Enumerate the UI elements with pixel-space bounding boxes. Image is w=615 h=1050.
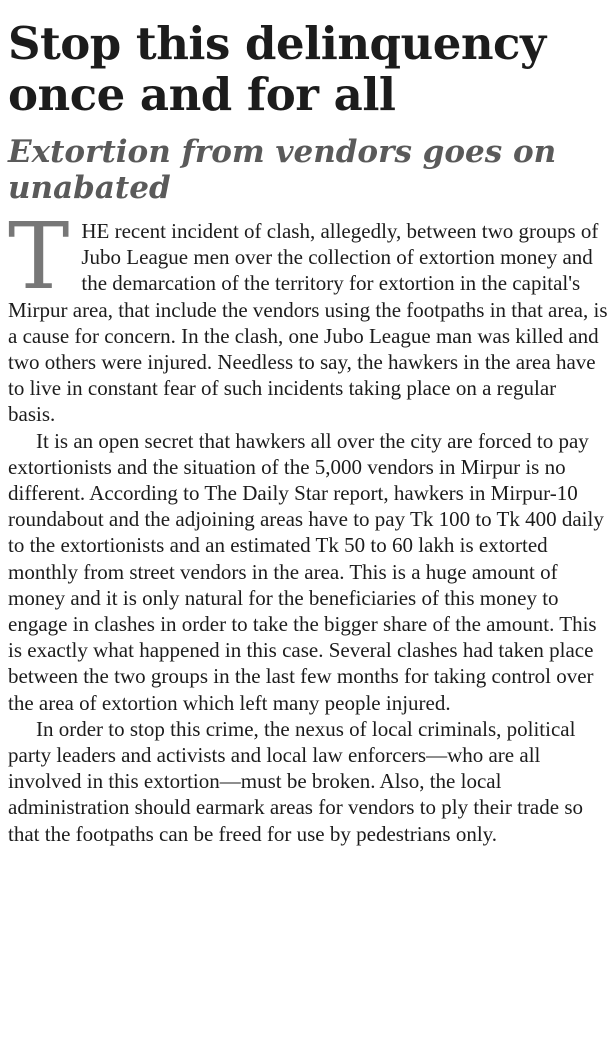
paragraph-1 xyxy=(8,203,608,428)
subheadline xyxy=(8,134,608,206)
headline-line-1: Stop this delinquency xyxy=(8,17,546,70)
editorial-article xyxy=(8,18,608,847)
drop-cap: T xyxy=(8,203,70,310)
subheadline-line-2: unabated xyxy=(8,170,171,206)
paragraph-3: In order to stop this crime, the nexus of local criminals, political party leaders and activists and local law enforcers—who are all involved in this extortion—must be broken. Also, the local administration should earmark areas for vendors to ply their trade so that the footpaths can be freed for use by pedestrians only. xyxy=(8,716,583,846)
paragraph-2: It is an open secret that hawkers all over the city are forced to pay extortionists and the situation of the 5,000 vendors in Mirpur is no different. According to The Daily Star report, hawkers in Mirpur-10 roundabout and the adjoining areas have to pay Tk 100 to Tk 400 daily to the extortionists and an estimated Tk 50 to 60 lakh is extorted monthly from street vendors in the area. This is a huge amount of money and it is only natural for the beneficiaries of this money to engage in clashes in order to take the bigger share of the amount. This is exactly what happened in this case. Several clashes had taken place between the two groups in the last few months for taking control over the area of extortion which left many people injured. xyxy=(8,428,604,715)
paragraph-1-text: HE recent incident of clash, allegedly, between two groups of Jubo League men over the collection of extortion money and the demarcation of the territory for extortion in the capital's Mirpur area, that include the vendors using the footpaths in that area, is a cause for concern. In the clash, one Jubo League man was killed and two others were injured. Needless to say, the hawkers in the area have to live in constant fear of such incidents taking place on a regular basis. xyxy=(8,219,608,427)
headline-line-2: once and for all xyxy=(8,68,396,121)
subheadline-line-1: Extortion from vendors goes on xyxy=(8,134,557,170)
article-body xyxy=(8,203,608,847)
headline xyxy=(8,18,608,120)
